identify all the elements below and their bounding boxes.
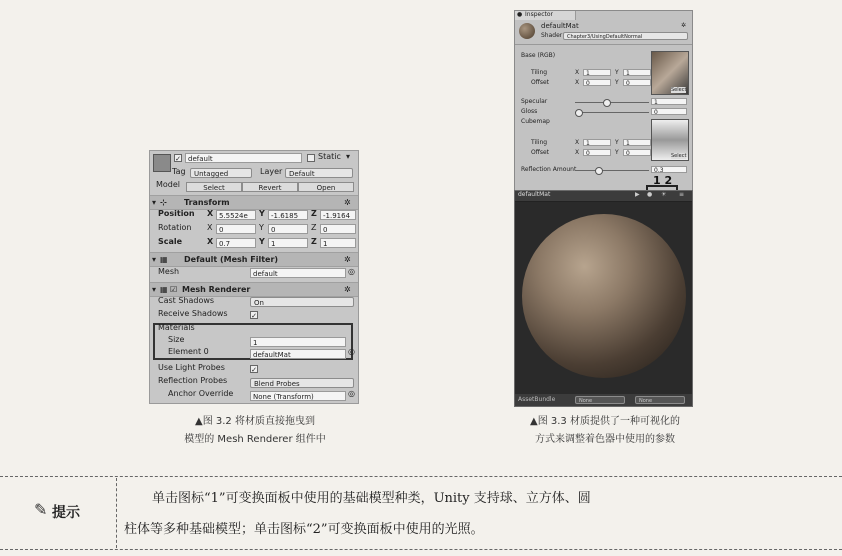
reflection-amount-label: Reflection Amount	[521, 166, 577, 173]
preview-footer	[515, 394, 692, 406]
axis-x-label: X	[207, 237, 214, 246]
static-label: Static	[318, 152, 341, 161]
rotation-x-field[interactable]: 0	[216, 224, 256, 234]
static-dropdown-icon[interactable]: ▾	[346, 152, 351, 161]
model-select-button[interactable]: Select	[186, 182, 242, 192]
materials-label: Materials	[158, 323, 195, 332]
scale-label: Scale	[158, 237, 183, 246]
cube-tiling-x-field[interactable]: 1	[583, 139, 611, 146]
annotation-1-2: 1 2	[653, 174, 673, 187]
offset-label: Offset	[531, 149, 550, 156]
cube-offset-x-field[interactable]: 0	[583, 149, 611, 156]
tiling-label: Tiling	[531, 139, 548, 146]
inspector-tab-title: Inspector	[525, 11, 553, 18]
specular-slider-track[interactable]	[575, 102, 649, 103]
renderer-enabled-checkbox[interactable]: ☑	[170, 285, 178, 294]
material-preview-panel	[514, 190, 693, 407]
tip-label: 提示	[52, 505, 80, 521]
object-picker-icon[interactable]: ◎	[348, 389, 355, 398]
anchor-override-field[interactable]: None (Transform)	[250, 391, 346, 401]
preview-mesh-sphere-icon[interactable]: ●	[647, 191, 653, 198]
materials-size-field[interactable]: 1	[250, 337, 346, 347]
tip-text-line1: 单击图标“1”可变换面板中使用的基础模型种类，Unity 支持球、立方体、圆	[152, 491, 591, 506]
base-tiling-x-field[interactable]: 1	[583, 69, 611, 76]
axis-x-label: X	[207, 223, 213, 232]
base-offset-y-field[interactable]: 0	[623, 79, 651, 86]
rotation-z-field[interactable]: 0	[320, 224, 356, 234]
cast-shadows-dropdown[interactable]: On	[250, 297, 354, 307]
foldout-arrow-icon[interactable]: ▾	[152, 285, 157, 294]
axis-z-label: Z	[311, 237, 317, 246]
cubemap-label: Cubemap	[521, 118, 550, 125]
gloss-value-field[interactable]: 0	[651, 108, 687, 115]
play-icon[interactable]: ▶	[635, 191, 640, 198]
shader-label: Shader	[541, 32, 563, 39]
material-inspector-panel	[514, 10, 693, 192]
inspector-panel-left	[149, 150, 359, 404]
transform-icon: ⊹	[160, 198, 167, 207]
object-picker-icon[interactable]: ◎	[348, 267, 355, 276]
cubemap-select-button[interactable]: Select	[671, 153, 687, 159]
active-checkbox[interactable]: ✓	[175, 155, 181, 163]
mesh-label: Mesh	[158, 267, 180, 276]
divider	[515, 44, 692, 45]
settings-gear-icon[interactable]: ✲	[681, 22, 687, 29]
gameobject-icon	[153, 154, 171, 172]
scale-z-field[interactable]: 1	[320, 238, 356, 248]
light-probes-label: Use Light Probes	[158, 363, 225, 372]
settings-gear-icon[interactable]: ✲	[344, 198, 351, 207]
axis-x-label: X	[575, 149, 580, 156]
figure-3-2-caption-line1: ▲图 3.2 将材质直接拖曳到	[195, 416, 315, 427]
axis-x-label: X	[575, 139, 580, 146]
material-name: defaultMat	[541, 22, 579, 30]
base-tiling-y-field[interactable]: 1	[623, 69, 651, 76]
element0-label: Element 0	[168, 347, 209, 356]
axis-y-label: Y	[615, 79, 619, 86]
specular-label: Specular	[521, 98, 548, 105]
tag-dropdown[interactable]: Untagged	[190, 168, 252, 178]
layer-label: Layer	[260, 167, 283, 176]
specular-value-field[interactable]: 1	[651, 98, 687, 105]
scale-y-field[interactable]: 1	[268, 238, 308, 248]
settings-gear-icon[interactable]: ✲	[344, 285, 351, 294]
axis-z-label: Z	[311, 209, 317, 218]
rotation-label: Rotation	[158, 223, 192, 232]
gloss-slider-track[interactable]	[575, 112, 649, 113]
size-label: Size	[168, 335, 185, 344]
axis-z-label: Z	[311, 223, 317, 232]
tag-label: Tag	[172, 167, 186, 176]
position-x-field[interactable]: 5.5524e	[216, 210, 256, 220]
receive-shadows-label: Receive Shadows	[158, 309, 228, 318]
assetbundle-variant-dropdown[interactable]: None	[635, 396, 685, 404]
base-offset-x-field[interactable]: 0	[583, 79, 611, 86]
figure-3-2-caption-line2: 模型的 Mesh Renderer 组件中	[184, 434, 326, 445]
inspector-tab[interactable]	[515, 11, 576, 20]
tip-bottom-border	[0, 549, 842, 550]
axis-y-label: Y	[259, 209, 265, 218]
tip-top-border	[0, 476, 842, 477]
cube-offset-y-field[interactable]: 0	[623, 149, 651, 156]
light-probes-checkbox[interactable]: ✓	[251, 366, 257, 374]
static-checkbox[interactable]	[307, 154, 315, 162]
assetbundle-dropdown[interactable]: None	[575, 396, 625, 404]
figure-3-3-caption-line1: ▲图 3.3 材质提供了一种可视化的	[530, 416, 680, 427]
foldout-arrow-icon[interactable]: ▾	[152, 198, 157, 207]
tip-text-line2: 柱体等多种基础模型；单击图标“2”可变换面板中使用的光照。	[124, 522, 484, 537]
scale-x-field[interactable]: 0.7	[216, 238, 256, 248]
foldout-arrow-icon[interactable]: ▾	[152, 255, 157, 264]
axis-y-label: Y	[615, 149, 619, 156]
inspector-tab-icon: ●	[517, 11, 523, 18]
position-z-field[interactable]: -1.9164	[320, 210, 356, 220]
receive-shadows-checkbox[interactable]: ✓	[251, 312, 257, 320]
preview-title: defaultMat	[518, 191, 551, 198]
base-rgb-label: Base (RGB)	[521, 52, 556, 59]
shader-dropdown[interactable]: Chapter3/UsingDefaultNormal	[563, 32, 688, 40]
mesh-filter-header[interactable]	[150, 252, 358, 267]
specular-slider-handle[interactable]	[603, 99, 611, 107]
mesh-renderer-header[interactable]	[150, 282, 358, 297]
mesh-field[interactable]: default	[250, 268, 346, 278]
reflection-probes-label: Reflection Probes	[158, 376, 228, 385]
anchor-override-label: Anchor Override	[168, 389, 234, 398]
axis-x-label: X	[575, 79, 580, 86]
mesh-renderer-icon: ▦	[160, 285, 168, 294]
model-open-button[interactable]: Open	[298, 182, 354, 192]
axis-y-label: Y	[615, 69, 619, 76]
reflection-slider-handle[interactable]	[595, 167, 603, 175]
gloss-label: Gloss	[521, 108, 538, 115]
reflection-slider-track[interactable]	[575, 170, 649, 171]
base-texture-select-button[interactable]: Select	[671, 87, 687, 93]
settings-gear-icon[interactable]: ✲	[344, 255, 351, 264]
rotation-y-field[interactable]: 0	[268, 224, 308, 234]
transform-header[interactable]	[150, 195, 358, 210]
axis-x-label: X	[207, 209, 214, 218]
gloss-slider-handle[interactable]	[575, 109, 583, 117]
reflection-probes-dropdown[interactable]: Blend Probes	[250, 378, 354, 388]
offset-label: Offset	[531, 79, 550, 86]
tip-divider	[116, 478, 117, 548]
layer-dropdown[interactable]: Default	[285, 168, 353, 178]
mesh-filter-title: Default (Mesh Filter)	[184, 255, 279, 264]
assetbundle-label: AssetBundle	[518, 396, 556, 403]
preview-sphere[interactable]	[522, 214, 686, 378]
preview-light-icon[interactable]: ☀	[661, 191, 667, 198]
pen-icon: ✎	[34, 500, 48, 519]
axis-y-label: Y	[259, 237, 265, 246]
model-revert-button[interactable]: Revert	[242, 182, 298, 192]
object-name-field[interactable]: default	[185, 153, 302, 163]
reflection-value-field[interactable]: 0.3	[651, 166, 687, 173]
axis-x-label: X	[575, 69, 580, 76]
position-label: Position	[158, 209, 195, 218]
mesh-filter-icon: ▦	[160, 255, 168, 264]
object-picker-icon[interactable]: ◎	[348, 347, 355, 356]
position-y-field[interactable]: -1.6185	[268, 210, 308, 220]
transform-title: Transform	[184, 198, 230, 207]
cast-shadows-label: Cast Shadows	[158, 296, 215, 305]
mesh-renderer-title: Mesh Renderer	[182, 285, 251, 294]
preview-menu-icon[interactable]: ≡	[679, 191, 685, 198]
tiling-label: Tiling	[531, 69, 548, 76]
element0-field[interactable]: defaultMat	[250, 349, 346, 359]
axis-y-label: Y	[259, 223, 264, 232]
model-label: Model	[156, 180, 181, 189]
figure-3-3-caption-line2: 方式来调整着色器中使用的参数	[535, 434, 675, 445]
cube-tiling-y-field[interactable]: 1	[623, 139, 651, 146]
material-preview-thumb-icon	[519, 23, 535, 39]
axis-y-label: Y	[615, 139, 619, 146]
preview-toolbar	[515, 191, 692, 202]
